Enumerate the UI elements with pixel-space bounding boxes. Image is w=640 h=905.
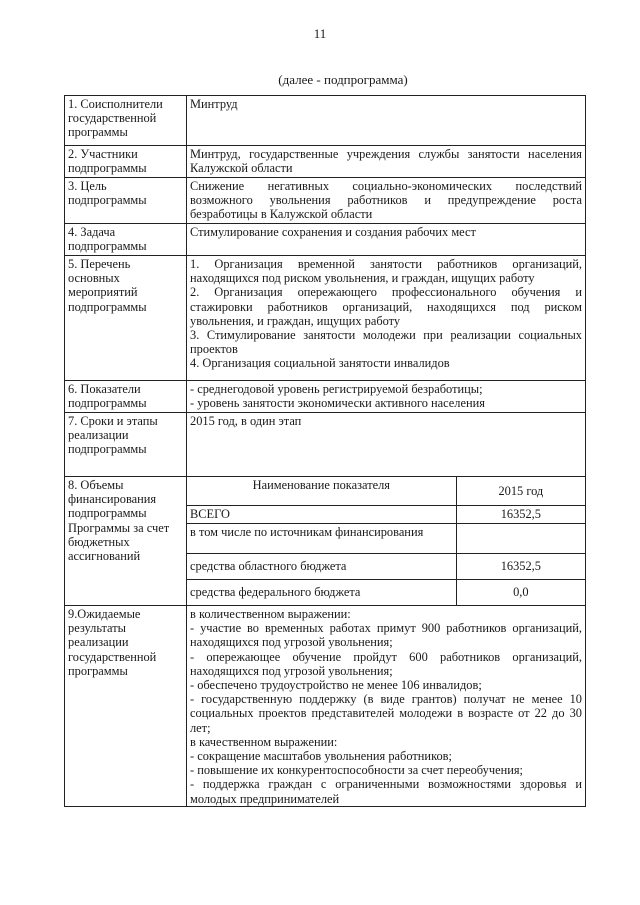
list-item: - участие во временных работах примут 900 работников организаций, находящихся под угрозой увольнения; (190, 621, 582, 650)
table-row (65, 606, 586, 807)
table-row (65, 477, 586, 606)
list-item: - опережающее обучение пройдут 600 работников организаций, находящихся под угрозой увольнения; (190, 649, 582, 678)
list-item: - сокращение масштабов увольнения работников; (190, 749, 452, 764)
table-row (65, 224, 586, 256)
fin-value: 16352,5 (456, 505, 585, 523)
row-label: 5. Перечень основных мероприятий подпрограммы (65, 256, 187, 381)
row-label: 8. Объемы финансирования подпрограммы Программы за счет бюджетных ассигнований (65, 477, 187, 606)
table-row (65, 413, 586, 477)
list-item: в качественном выражении: (190, 734, 338, 749)
table-row (187, 505, 585, 523)
table-row (65, 381, 586, 413)
fin-value (456, 523, 585, 553)
fin-label: в том числе по источникам финансирования (187, 523, 456, 553)
row-value (187, 606, 586, 807)
table-row (65, 178, 586, 224)
table-row (65, 146, 586, 178)
list-item: - среднегодовой уровень регистрируемой безработицы; (190, 382, 483, 396)
list-item: - обеспечено трудоустройство не менее 106 инвалидов; (190, 678, 482, 693)
list-item: 3. Стимулирование занятости молодежи при реализации социальных проектов (190, 328, 582, 357)
row-label: 2. Участники подпрограммы (65, 146, 187, 178)
table-row (187, 579, 585, 605)
row-value (187, 256, 586, 381)
financing-table (187, 477, 585, 605)
list-item: 4. Организация социальной занятости инвалидов (190, 356, 450, 371)
fin-label: средства областного бюджета (187, 553, 456, 579)
page-subtitle: (далее - подпрограмма) (278, 72, 408, 87)
list-item: 2. Организация опережающего профессионального обучения и стажировки работников организаций, находящихся под риском увольнения, и граждан, ищущих работу (190, 285, 582, 328)
row-label: 4. Задача подпрограммы (65, 224, 187, 256)
list-item: - повышение их конкурентоспособности за счет переобучения; (190, 763, 523, 778)
column-header: Наименование показателя (187, 477, 456, 505)
row-value: Минтруд (187, 96, 586, 146)
list-item: - поддержка граждан с ограниченными возможностями здоровья и молодых предпринимателей (190, 777, 582, 806)
column-header: 2015 год (456, 477, 585, 505)
row-value: 2015 год, в один этап (187, 413, 586, 477)
list-item: в количественном выражении: (190, 607, 351, 621)
fin-label: ВСЕГО (187, 505, 456, 523)
passport-table (64, 95, 586, 807)
row-label: 6. Показатели подпрограммы (65, 381, 187, 413)
table-row (187, 553, 585, 579)
table-row (187, 477, 585, 505)
fin-value: 0,0 (456, 579, 585, 605)
fin-value: 16352,5 (456, 553, 585, 579)
row-label: 3. Цель подпрограммы (65, 178, 187, 224)
list-item: 1. Организация временной занятости работников организаций, находящихся под риском увольнения, и граждан, ищущих работу (190, 257, 582, 286)
table-row (187, 523, 585, 553)
row-value: Минтруд, государственные учреждения службы занятости населения Калужской области (187, 146, 586, 178)
table-row (65, 256, 586, 381)
fin-label: средства федерального бюджета (187, 579, 456, 605)
financing-cell (187, 477, 586, 606)
row-label: 1. Соисполнители государственной программы (65, 96, 187, 146)
row-label: 7. Сроки и этапы реализации подпрограммы (65, 413, 187, 477)
table-row (65, 96, 586, 146)
list-item: - государственную поддержку (в виде грантов) получат не менее 10 социальных проектов представителей молодежи в возрасте от 22 до 30 лет; (190, 692, 582, 735)
page-number: 11 (313, 26, 327, 41)
row-value: Стимулирование сохранения и создания рабочих мест (187, 224, 586, 256)
row-label: 9.Ожидаемые результаты реализации государственной программы (65, 606, 187, 807)
row-value (187, 381, 586, 413)
row-value: Снижение негативных социально-экономических последствий возможного увольнения работников и предупреждение роста безработицы в Калужской области (187, 178, 586, 224)
list-item: - уровень занятости экономически активного населения (190, 396, 485, 411)
